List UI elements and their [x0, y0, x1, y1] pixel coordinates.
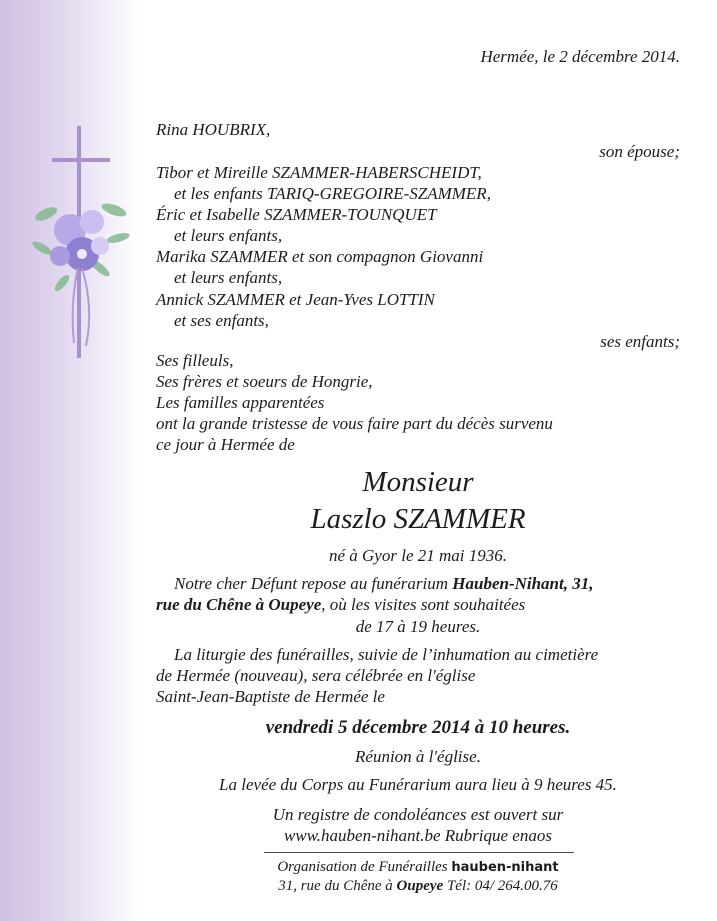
visitation-line-1: Notre cher Défunt repose au funérarium Hauben-Nihant, 31,	[174, 574, 594, 593]
liturgy-line-2: de Hermée (nouveau), sera célébrée en l'église	[156, 666, 476, 685]
liturgy-line-3: Saint-Jean-Baptiste de Hermée le	[156, 687, 385, 706]
family-line: et leurs enfants,	[174, 268, 283, 287]
family-line: ses enfants;	[600, 332, 680, 351]
funeral-date: vendredi 5 décembre 2014 à 10 heures.	[265, 717, 571, 738]
family-line: Ses frères et soeurs de Hongrie,	[156, 372, 373, 391]
family-line: ont la grande tristesse de vous faire part du décès survenu	[156, 414, 553, 433]
brand-logo: hauben-nihant	[451, 860, 559, 875]
place-date: Hermée, le 2 décembre 2014.	[480, 47, 680, 66]
family-line: Annick SZAMMER et Jean-Yves LOTTIN	[156, 290, 435, 309]
footer-organisation: Organisation de Funérailles hauben-nihant	[277, 859, 559, 875]
levee-line: La levée du Corps au Funérarium aura lieu à 9 heures 45.	[219, 775, 617, 794]
deceased-name: Laszlo SZAMMER	[310, 503, 526, 535]
family-line: ce jour à Hermée de	[156, 435, 295, 454]
meeting-line: Réunion à l'église.	[355, 747, 481, 766]
family-line: Rina HOUBRIX,	[156, 120, 271, 139]
family-line: Marika SZAMMER et son compagnon Giovanni	[156, 247, 484, 266]
family-line: Les familles apparentées	[156, 393, 325, 412]
family-line: Tibor et Mireille SZAMMER-HABERSCHEIDT,	[156, 163, 482, 182]
birth-line: né à Gyor le 21 mai 1936.	[328, 546, 507, 565]
footer-address: 31, rue du Chêne à Oupeye Tél: 04/ 264.00.76	[278, 878, 558, 894]
family-line: et leurs enfants,	[174, 226, 283, 245]
family-line: et les enfants TARIQ-GREGOIRE-SZAMMER,	[174, 184, 491, 203]
liturgy-line-1: La liturgie des funérailles, suivie de l’inhumation au cimetière	[174, 645, 599, 664]
condolence-url: www.hauben-nihant.be Rubrique enaos	[284, 826, 552, 845]
condolence-line-1: Un registre de condoléances est ouvert sur	[272, 805, 564, 824]
family-line: Éric et Isabelle SZAMMER-TOUNQUET	[156, 205, 437, 224]
family-line: son épouse;	[599, 142, 680, 161]
visitation-hours: de 17 à 19 heures.	[355, 617, 481, 636]
visitation-line-2: rue du Chêne à Oupeye, où les visites sont souhaitées	[156, 595, 526, 614]
footer-divider	[264, 852, 574, 853]
deceased-title: Monsieur	[362, 466, 474, 498]
family-line: Ses filleuls,	[156, 351, 234, 370]
family-line: et ses enfants,	[174, 311, 269, 330]
